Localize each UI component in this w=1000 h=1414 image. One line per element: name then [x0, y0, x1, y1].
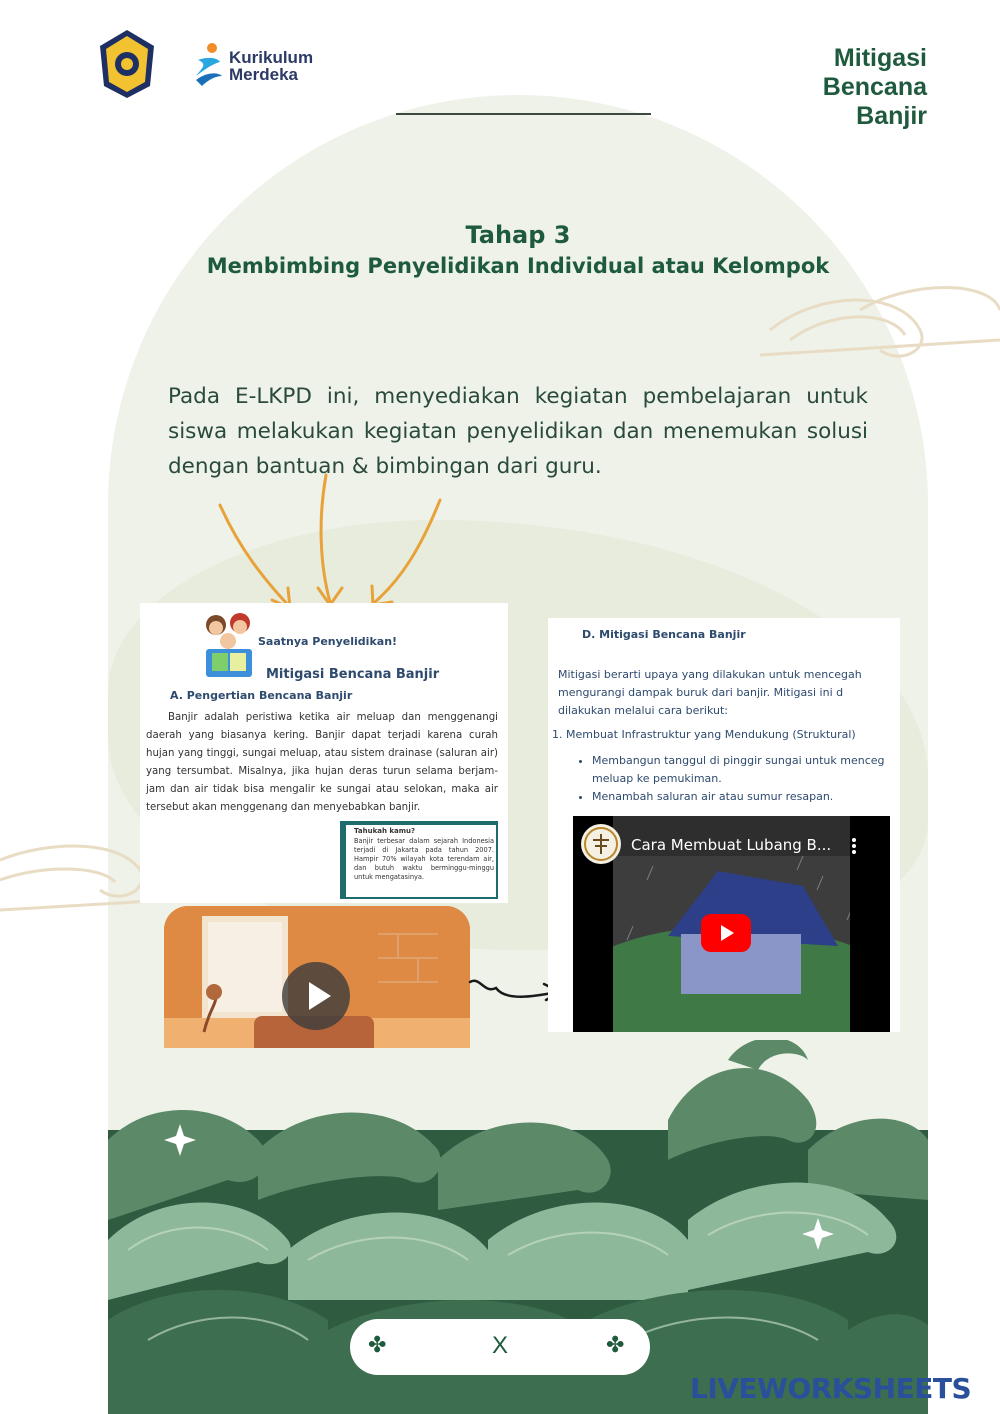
- tree-logo-icon: [581, 824, 621, 864]
- preview-right-list-title: 1. Membuat Infrastruktur yang Mendukung (Struktural): [552, 728, 856, 741]
- video-title[interactable]: Cara Membuat Lubang B...: [631, 836, 832, 854]
- preview-right-section-title: D. Mitigasi Bencana Banjir: [582, 628, 746, 641]
- play-icon: [282, 962, 350, 1030]
- preview-left-title: Mitigasi Bencana Banjir: [266, 667, 440, 682]
- preview-right-body: Mitigasi berarti upaya yang dilakukan untuk mencegah mengurangi dampak buruk dari banjir. Mitigasi ini d dilakukan melalui cara berikut:: [558, 668, 862, 717]
- preview-left-section-title: A. Pengertian Bencana Banjir: [170, 689, 353, 702]
- flower-ornament-right-icon: ✤: [606, 1333, 625, 1358]
- children-reading-illustration: [200, 611, 260, 683]
- document-title: Mitigasi Bencana Banjir: [822, 44, 927, 130]
- fact-body: Banjir terbesar dalam sejarah Indonesia terjadi di Jakarta pada tahun 2007. Hampir 70% wilayah kota terendam air, dan butuh waktu berminggu-minggu untuk mengatasinya.: [354, 837, 494, 881]
- stage-subheading: Membimbing Penyelidikan Individual atau Kelompok: [206, 254, 830, 278]
- flower-ornament-left-icon: ✤: [368, 1333, 387, 1358]
- preview-left-body: Banjir adalah peristiwa ketika air meluap dan menggenangi daerah yang biasanya kering. Banjir dapat terjadi karena curah hujan yang tinggi, sungai meluap, atau sistem drainase (saluran air) yang tersumbat. Misalnya, jika hujan deras turun selama berjam-jam dan air tidak bisa mengalir ke sungai atau selokan, maka air tersebut akan menggenang dan menyebabkan banjir.: [146, 712, 498, 813]
- government-emblem-logo: [98, 28, 156, 100]
- youtube-play-button[interactable]: [701, 914, 751, 952]
- youtube-play-icon: [701, 914, 751, 952]
- bullet-item: • Membangun tanggul di pinggir sungai untuk menceg meluap ke pemukiman.: [592, 752, 900, 788]
- close-x-text: X: [491, 1332, 508, 1359]
- fact-box-inner: [346, 825, 496, 897]
- preview-right-bullets: [574, 752, 900, 806]
- investigation-banner: Saatnya Penyelidikan!: [258, 635, 398, 648]
- cloud-swirl-right: [760, 270, 1000, 390]
- liveworksheets-watermark: LIVEWORKSHEETS: [690, 1372, 972, 1405]
- video-thumbnail-left[interactable]: [164, 906, 470, 1048]
- stage-heading: Tahap 3: [465, 221, 571, 249]
- pointing-arrows-icon: [210, 470, 450, 615]
- bullet-item: • Menambah saluran air atau sumur resapan.: [592, 788, 900, 806]
- kurikulum-merdeka-label: Kurikulum Merdeka: [229, 47, 314, 84]
- divider-line: [396, 113, 651, 115]
- intro-paragraph: Pada E-LKPD ini, menyediakan kegiatan pembelajaran untuk siswa melakukan kegiatan penyelidikan dan menemukan solusi dengan bantuan & bimbingan dari guru.: [168, 384, 868, 479]
- fact-title: Tahukah kamu?: [354, 827, 416, 835]
- youtube-video-embed[interactable]: [573, 816, 890, 1032]
- kurikulum-merdeka-logo: [184, 28, 318, 103]
- worksheet-preview-left: [140, 603, 508, 903]
- fact-box: [340, 821, 498, 899]
- play-button[interactable]: [282, 962, 350, 1030]
- kurikulum-merdeka-icon: [192, 42, 224, 88]
- more-options-icon[interactable]: [849, 836, 859, 860]
- channel-avatar[interactable]: [581, 824, 621, 864]
